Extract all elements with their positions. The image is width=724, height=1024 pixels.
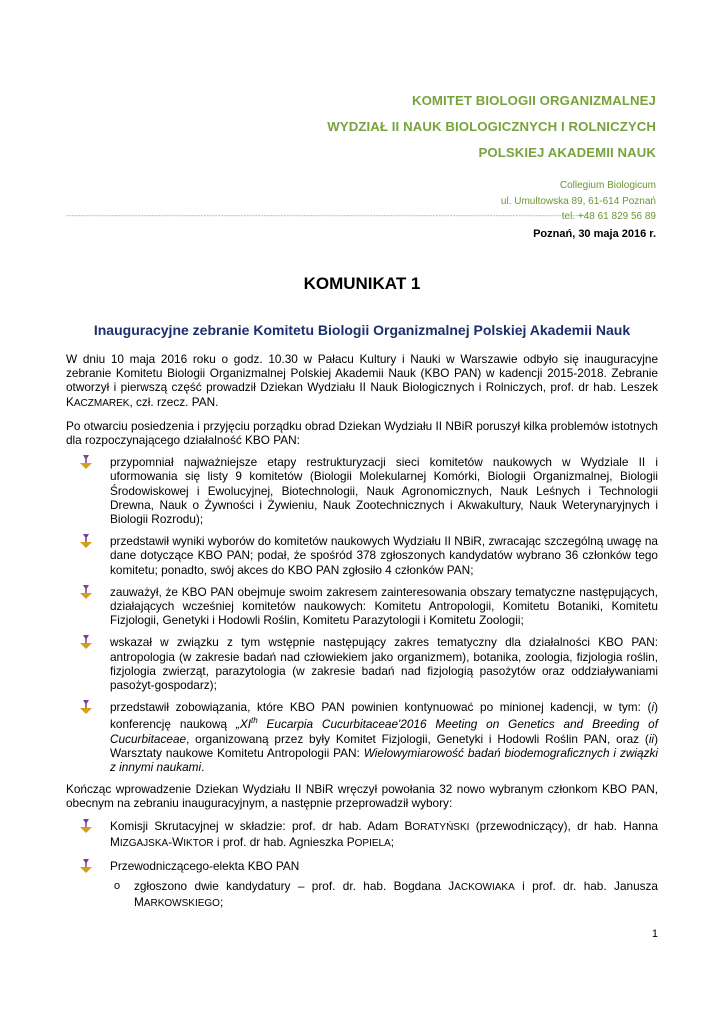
b6-text: (przewodniczący), dr hab. Hanna M bbox=[110, 818, 658, 849]
paragraph-1 bbox=[66, 352, 658, 411]
circle-bullet: o bbox=[114, 880, 121, 893]
arrow-bullet-icon bbox=[80, 859, 92, 873]
arrow-bullet-icon bbox=[80, 534, 92, 548]
sub-list-item bbox=[66, 879, 658, 911]
org-name-line2: WYDZIAŁ II NAUK BIOLOGICZNYCH I ROLNICZYCH bbox=[327, 119, 656, 134]
b5-conference-title: „XI bbox=[235, 717, 251, 732]
s1-smallcaps: ARKOWSKIEGO bbox=[143, 898, 220, 910]
s1-smallcaps: ACKOWIAKA bbox=[454, 882, 515, 894]
b5-text: ) Warsztaty naukowe Komitetu Antropologii PAN: bbox=[110, 731, 658, 760]
arrow-bullet-icon bbox=[80, 585, 92, 599]
list-item bbox=[66, 635, 658, 692]
list-item-text: przypomniał najważniejsze etapy restrukturyzacji sieci komitetów naukowych w Wydziale II i uformowania się listy 9 komitetów (Biologii Molekularnej Komórki, Biologii Organizmalnej, Biologii Środowiskowej i Ewolucyjnej, Biotechnologii, Nauk Agronomicznych, Nauk Leśnych i Technologii Drewna, Nauk o Żywności i Żywieniu, Nauk Zootechnicznych i Akwakultury, Nauk Weterynaryjnych i Biologii Rozrodu); bbox=[110, 455, 658, 527]
s1-text: ; bbox=[219, 895, 224, 910]
list-item-text: zauważył, że KBO PAN obejmuje swoim zakresem zainteresowania obszary tematyczne następujących, działających wcześniej komitetów naukowych: Komitetu Antropologii, Komitetu Botaniki, Komitetu Fizjologii, Genetyki i Hodowli Roślin, Komitetu Parazytologii i Komitetu Zoologii; bbox=[110, 584, 658, 628]
arrow-bullet-icon bbox=[80, 455, 92, 469]
b5-text: . bbox=[201, 760, 205, 774]
p1-text: W dniu 10 maja 2016 roku o godz. 10.30 w Pałacu Kultury i Nauki w Warszawie odbyło się inauguracyjne zebranie Komitetu Biologii Organizmalnej Polskiej Akademii Nauk (KBO PAN) w kadencji 2015-2018. Zebranie otworzył i pierwszą część prowadził Dziekan Wydziału II Nauk Biologicznych i Rolniczych, prof. dr hab. Leszek K bbox=[66, 352, 658, 409]
b6-smallcaps: IKTOR bbox=[183, 837, 214, 849]
letterhead bbox=[327, 88, 656, 225]
b5-italic-ii: ii bbox=[648, 731, 655, 746]
address-phone: tel. +48 61 829 56 89 bbox=[561, 211, 656, 222]
b6-smallcaps: IZGAJSKA bbox=[119, 837, 169, 849]
document-body bbox=[66, 352, 658, 912]
b5-text: przedstawił zobowiązania, które KBO PAN powinien kontynuować po minionej kadencji, w tym: ( bbox=[110, 700, 652, 715]
org-name-line3: POLSKIEJ AKADEMII NAUK bbox=[478, 145, 656, 160]
arrow-bullet-icon bbox=[80, 700, 92, 714]
header-separator: -------------------------------------------------------------------------------------------------------------------------------------------------------------------------------------- bbox=[66, 212, 588, 220]
list-item bbox=[66, 819, 658, 851]
p1-text-end: , czł. rzecz. PAN. bbox=[129, 394, 219, 409]
s1-text: zgłoszono dwie kandydatury – prof. dr. hab. Bogdana J bbox=[134, 879, 455, 894]
document-subtitle: Inauguracyjne zebranie Komitetu Biologii Organizmalnej Polskiej Akademii Nauk bbox=[93, 322, 631, 338]
document-date: Poznań, 30 maja 2016 r. bbox=[533, 228, 656, 240]
list-item bbox=[66, 700, 658, 774]
org-name-line1: KOMITET BIOLOGII ORGANIZMALNEJ bbox=[411, 93, 656, 108]
sub-list-item-text bbox=[134, 879, 658, 909]
s1-text: i prof. dr. hab. Janusza M bbox=[134, 879, 658, 910]
b5-text: ) konferencję naukową bbox=[110, 700, 658, 732]
arrow-bullet-icon bbox=[80, 635, 92, 649]
b5-workshop-title: Wielowymiarowość badań biodemograficznych i związki z innymi naukami bbox=[110, 745, 658, 774]
paragraph-3: Kończąc wprowadzenie Dziekan Wydziału II NBiR wręczył powołania 32 nowo wybranym członkom KBO PAN, obecnym na zebraniu inauguracyjnym, a następnie przeprowadził wybory: bbox=[66, 782, 658, 811]
b6-text: i prof. dr hab. Agnieszka P bbox=[213, 834, 355, 849]
page-number: 1 bbox=[651, 928, 658, 940]
b5-conference-title: Eucarpia Cucurbitaceae'2016 Meeting on Genetics and Breeding of Cucurbitaceae bbox=[110, 717, 658, 746]
b6-text: -W bbox=[168, 834, 184, 849]
b6-smallcaps: ORATYŃSKI bbox=[412, 821, 470, 833]
document-title: KOMUNIKAT 1 bbox=[303, 274, 421, 293]
list-item-text: Przewodniczącego-elekta KBO PAN bbox=[110, 859, 300, 874]
list-item-text bbox=[110, 819, 658, 849]
list-item-text bbox=[110, 700, 658, 774]
address-line2: ul. Umultowska 89, 61-614 Poznań bbox=[500, 195, 656, 207]
list-item bbox=[66, 859, 658, 873]
paragraph-2: Po otwarciu posiedzenia i przyjęciu porządku obrad Dziekan Wydziału II NBiR poruszył kilka problemów istotnych dla rozpoczynającego działalność KBO PAN: bbox=[66, 418, 658, 448]
list-item-text: wskazał w związku z tym wstępnie następujący zakres tematyczny dla działalności KBO PAN: antropologia (w zakresie badań nad człowiekiem jako organizmem), botanika, zoologia, fizjologia roślin, fizjologia zwierząt, parazytologia (w zakresie badań nad fizjologią pasożytów oraz oddziaływaniami pasożyt-gospodarz); bbox=[110, 635, 658, 693]
list-item bbox=[66, 455, 658, 526]
list-item bbox=[66, 534, 658, 577]
list-item-text: przedstawił wyniki wyborów do komitetów naukowych Wydziału II NBiR, zwracając szczególną uwagę na dane dotyczące KBO PAN; podał, że spośród 378 zgłoszonych kandydatów wybrano 36 członków tego komitetu; ponadto, swój akces do KBO PAN zgłosiło 4 członków PAN; bbox=[110, 534, 658, 577]
arrow-bullet-icon bbox=[80, 819, 92, 833]
p1-smallcaps: ACZMAREK bbox=[73, 397, 130, 409]
b5-italic-i: i bbox=[651, 700, 655, 715]
list-item bbox=[66, 585, 658, 628]
b5-superscript: th bbox=[251, 716, 258, 726]
b5-text: , organizowaną przez były Komitet Fizjologii, Genetyki i Hodowli Roślin PAN, oraz ( bbox=[186, 731, 649, 746]
b6-text: ; bbox=[390, 834, 395, 849]
b6-text: Komisji Skrutacyjnej w składzie: prof. dr hab. Adam B bbox=[110, 818, 413, 833]
address-line1: Collegium Biologicum bbox=[559, 180, 656, 191]
b6-smallcaps: OPIELA bbox=[354, 837, 391, 849]
